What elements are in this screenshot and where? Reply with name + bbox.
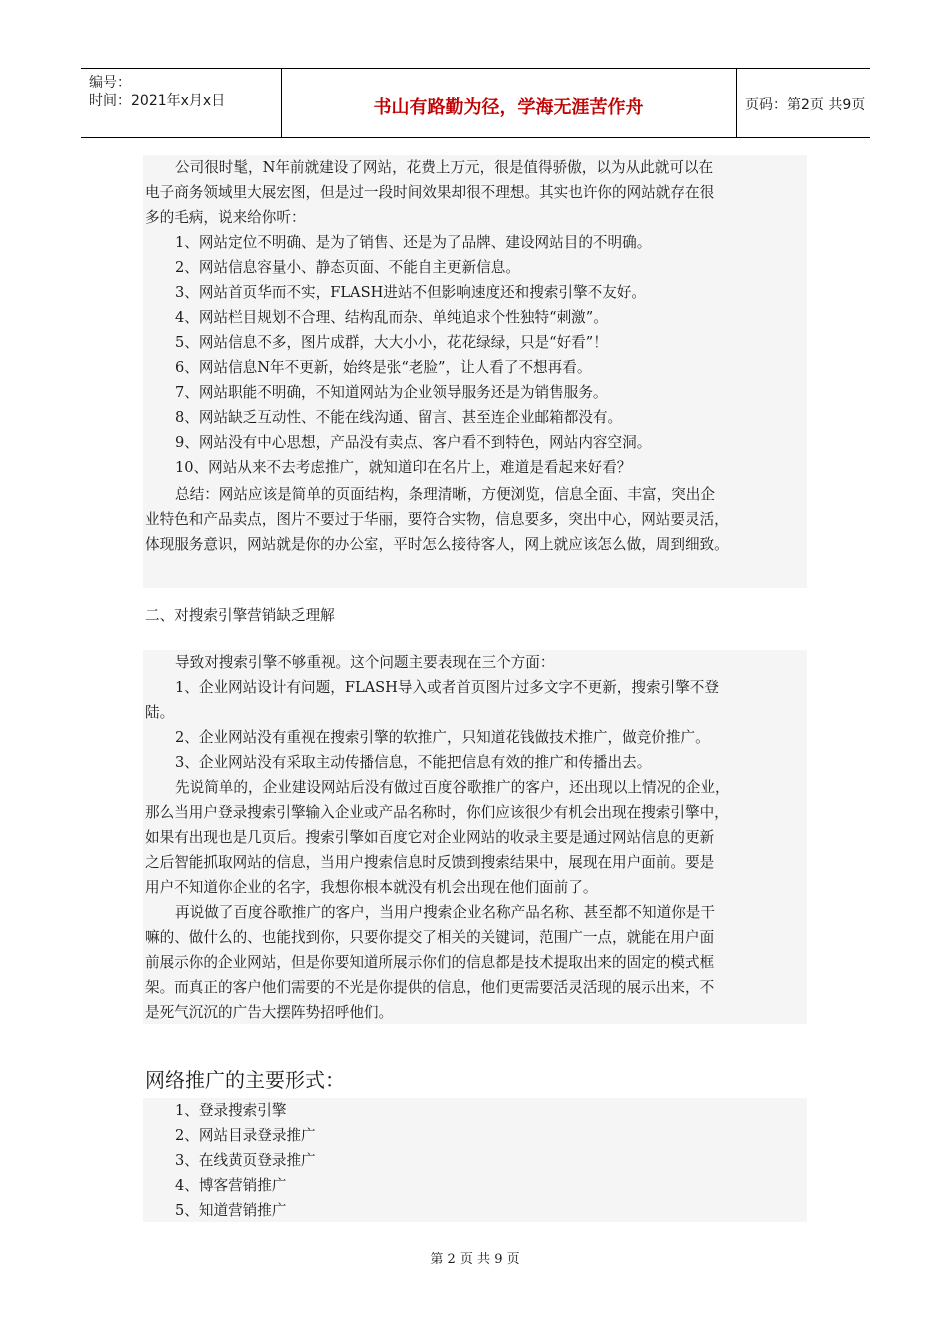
paragraph-line: 那么当用户登录搜索引擎输入企业或产品名称时，你们应该很少有机会出现在搜索引擎中， [145, 804, 729, 821]
list-item: 7、网站职能不明确，不知道网站为企业领导服务还是为销售服务。 [175, 384, 608, 401]
list-item: 10、网站从来不去考虑推广，就知道印在名片上，难道是看起来好看？ [175, 459, 632, 476]
summary-line: 业特色和产品卖点，图片不要过于华丽，要符合实物，信息要多，突出中心，网站要灵活， [145, 511, 729, 528]
list-item: 陆。 [145, 704, 175, 721]
header-page-number: 页码：第2页 共9页 [745, 97, 866, 113]
document-number-label: 编号： [89, 75, 131, 91]
list-item: 2、企业网站没有重视在搜索引擎的软推广，只知道花钱做技术推广，做竞价推广。 [175, 729, 710, 746]
list-item: 2、网站信息容量小、静态页面、不能自主更新信息。 [175, 259, 520, 276]
list-item: 3、企业网站没有采取主动传播信息，不能把信息有效的推广和传播出去。 [175, 754, 652, 771]
paragraph-line: 多的毛病，说来给你听： [145, 209, 306, 226]
list-item: 1、网站定位不明确、是为了销售、还是为了品牌、建设网站目的不明确。 [175, 234, 652, 251]
list-item: 9、网站没有中心思想，产品没有卖点、客户看不到特色，网站内容空洞。 [175, 434, 652, 451]
header-left-cell [81, 69, 282, 137]
header-motto-cell [281, 69, 737, 137]
list-item: 2、网站目录登录推广 [175, 1127, 316, 1144]
list-item: 4、网站栏目规划不合理、结构乱而杂、单纯追求个性独特“刺激”。 [175, 309, 608, 326]
paragraph-line: 先说简单的，企业建设网站后没有做过百度谷歌推广的客户，还出现以上情况的企业， [175, 779, 730, 796]
paragraph-line: 再说做了百度谷歌推广的客户，当用户搜索企业名称产品名称、甚至都不知道你是干 [175, 904, 715, 921]
paragraph-line: 是死气沉沉的广告大摆阵势招呼他们。 [145, 1004, 394, 1021]
list-item: 3、在线黄页登录推广 [175, 1152, 316, 1169]
list-item: 6、网站信息N年不更新，始终是张“老脸”，让人看了不想再看。 [175, 359, 592, 376]
summary-line: 总结：网站应该是简单的页面结构，条理清晰，方便浏览，信息全面、丰富，突出企 [175, 486, 715, 503]
header-motto: 书山有路勤为径，学海无涯苦作舟 [373, 97, 644, 118]
page-header [81, 68, 870, 138]
list-item: 8、网站缺乏互动性、不能在线沟通、留言、甚至连企业邮箱都没有。 [175, 409, 623, 426]
header-page-cell [737, 69, 870, 137]
paragraph-line: 导致对搜索引擎不够重视。这个问题主要表现在三个方面： [175, 654, 555, 671]
summary-line: 体现服务意识，网站就是你的办公室，平时怎么接待客人，网上就应该怎么做，周到细致。 [145, 536, 729, 553]
section2-title: 二、对搜索引擎营销缺乏理解 [145, 607, 335, 624]
paragraph-line: 之后智能抓取网站的信息，当用户搜索信息时反馈到搜索结果中，展现在用户面前。要是 [145, 854, 715, 871]
paragraph-line: 用户不知道你企业的名字，我想你根本就没有机会出现在他们面前了。 [145, 879, 598, 896]
list-item: 5、知道营销推广 [175, 1202, 287, 1219]
list-item: 4、博客营销推广 [175, 1177, 287, 1194]
paragraph-line: 如果有出现也是几页后。搜索引擎如百度它对企业网站的收录主要是通过网站信息的更新 [145, 829, 715, 846]
list-item: 1、登录搜索引擎 [175, 1102, 287, 1119]
section3-title: 网络推广的主要形式： [145, 1068, 345, 1092]
list-item: 1、企业网站设计有问题，FLASH导入或者首页图片过多文字不更新，搜索引擎不登 [175, 679, 719, 696]
paragraph-line: 嘛的、做什么的、也能找到你，只要你提交了相关的关键词，范围广一点，就能在用户面 [145, 929, 715, 946]
paragraph-line: 架。而真正的客户他们需要的不光是你提供的信息，他们更需要活灵活现的展示出来，不 [145, 979, 715, 996]
paragraph-line: 前展示你的企业网站，但是你要知道所展示你们的信息都是技术提取出来的固定的模式框 [145, 954, 715, 971]
page-footer: 第 2 页 共 9 页 [430, 1252, 520, 1267]
document-time-label: 时间：2021年x月x日 [89, 93, 226, 109]
list-item: 5、网站信息不多，图片成群，大大小小，花花绿绿，只是“好看”！ [175, 334, 608, 351]
paragraph-line: 公司很时髦，N年前就建设了网站，花费上万元，很是值得骄傲，以为从此就可以在 [175, 159, 714, 176]
list-item: 3、网站首页华而不实，FLASH进站不但影响速度还和搜索引擎不友好。 [175, 284, 646, 301]
paragraph-line: 电子商务领域里大展宏图，但是过一段时间效果却很不理想。其实也许你的网站就存在很 [145, 184, 715, 201]
